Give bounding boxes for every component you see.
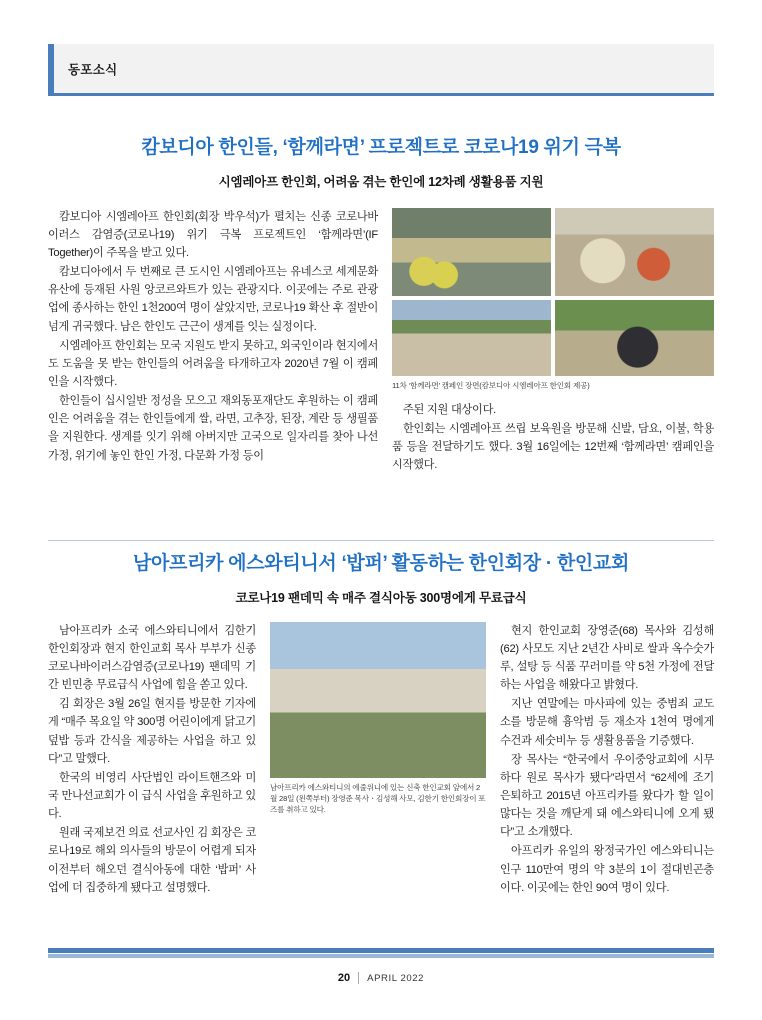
section-title: 동포소식 <box>68 62 118 77</box>
article-1-photo-block <box>392 208 714 476</box>
article-divider <box>48 540 714 541</box>
photo-grid <box>392 208 714 376</box>
paragraph: 한국의 비영리 사단법인 라이트핸즈와 미국 만나선교회가 이 급식 사업을 후원하고 있다. <box>48 771 256 821</box>
article-eswatini <box>48 552 714 898</box>
paragraph: 주된 지원 대상이다. <box>403 403 497 416</box>
article-2-column-3 <box>500 622 714 898</box>
paragraph: 장 목사는 “한국에서 우이중앙교회에 시무하다 원로 목사가 됐다”라면서 “62세에 조기 은퇴하고 2015년 아프리카를 왔다가 할 일이 많다는 것을 깨닫게 돼 에스와티니에 오게 됐다”고 소개했다. <box>500 753 714 839</box>
footer-rules <box>48 948 714 958</box>
article-1-photo-caption: 11차 ‘함께라면’ 캠페인 장면(캄보디아 시엠레아프 한인회 제공) <box>392 380 590 390</box>
article-1-column-2 <box>392 401 714 475</box>
photo-church-portrait <box>270 622 486 778</box>
paragraph: 김 회장은 3월 26일 현지를 방문한 기자에게 “매주 목요일 약 300명 어린이에게 닭고기덮밥 등과 간식을 제공하는 사업을 하고 있다”고 말했다. <box>48 698 256 765</box>
header-body <box>54 44 714 96</box>
paragraph: 원래 국제보건 의료 선교사인 김 회장은 코로나19로 해외 의사들의 방문이 어렵게 되자 이전부터 해오던 결식아동에 대한 ‘밥퍼’ 사업에 더 집중하게 됐다고 설명했다. <box>48 827 256 894</box>
article-1-headline: 캄보디아 한인들, ‘함께라면’ 프로젝트로 코로나19 위기 극복 <box>141 137 621 158</box>
paragraph: 현지 한인교회 장영준(68) 목사와 김성해(62) 사모도 지난 2년간 사비로 쌀과 옥수숫가루, 설탕 등 식품 꾸러미를 약 5천 가정에 전달하는 사업을 해왔다고 밝혔다. <box>500 624 714 692</box>
article-2-photo-caption: 남아프리카 에스와티니의 에줄위니에 있는 신축 한인교회 앞에서 2월 28일 (왼쪽부터) 장영준 목사ㆍ김성해 사모, 김한기 한인회장이 포즈를 취하고 있다. <box>270 782 486 814</box>
article-2-column-2 <box>270 622 486 898</box>
footer-rule-secondary <box>48 954 714 958</box>
footer-rule-primary <box>48 948 714 953</box>
paragraph: 지난 연말에는 마사파에 있는 중범죄 교도소를 방문해 흉악범 등 재소자 1천여 명에게 수건과 세숫비누 등 생활용품을 기증했다. <box>500 698 714 747</box>
article-1-subhead: 시엠레아프 한인회, 어려움 겪는 한인에 12차례 생활용품 지원 <box>218 174 544 189</box>
footer-meta <box>0 972 762 984</box>
issue-date: APRIL 2022 <box>367 972 425 984</box>
paragraph: 아프리카 유일의 왕정국가인 에스와티니는 인구 110만여 명의 약 3분의 1이 절대빈곤층이다. 이곳에는 한인 90여 명이 있다. <box>500 845 714 894</box>
photo-group-portrait <box>392 300 551 376</box>
article-2-column-1 <box>48 622 256 898</box>
footer-divider <box>358 972 359 984</box>
article-2-subhead: 코로나19 팬데믹 속 매주 결식아동 300명에게 무료급식 <box>235 590 527 605</box>
photo-motorbike-delivery <box>555 300 714 376</box>
paragraph: 남아프리카 소국 에스와티니에서 김한기 한인회장과 현지 한인교회 목사 부부가 신종코로나바이러스감염증(코로나19) 팬데믹 기간 빈민층 무료급식 사업에 힘을 쏟고 있다. <box>48 624 256 692</box>
article-1-column-1 <box>48 208 378 476</box>
paragraph: 한인들이 십시일반 정성을 모으고 재외동포재단도 후원하는 이 캠페인은 어려움을 겪는 한인들에게 쌀, 라면, 고추장, 된장, 계란 등 생필품을 지원한다. 생계를 잇기 위해 아버지만 고국으로 일자리를 찾아 나선 가정, 위기에 놓인 한인 가정, 다문화 가정 등이 <box>48 395 378 462</box>
photo-donation-group <box>392 208 551 296</box>
article-2-headline: 남아프리카 에스와티니서 ‘밥퍼’ 활동하는 한인회장 · 한인교회 <box>132 553 630 574</box>
paragraph: 한인회는 시엠레아프 쓰립 보육원을 방문해 신발, 담요, 이불, 학용품 등을 전달하기도 했다. 3월 16일에는 12번째 ‘함께라면’ 캠페인을 시작했다. <box>392 422 714 472</box>
page-number: 20 <box>337 972 351 984</box>
section-header <box>48 44 714 96</box>
photo-supply-boxes <box>555 208 714 296</box>
article-cambodia <box>48 136 714 475</box>
paragraph: 시엠레아프 한인회는 모국 지원도 받지 못하고, 외국인이라 현지에서도 도움을 못 받는 한인들의 어려움을 타개하고자 2020년 7월 이 캠페인을 시작했다. <box>48 339 378 389</box>
paragraph: 캄보디아에서 두 번째로 큰 도시인 시엠레아프는 유네스코 세계문화유산에 등재된 사원 앙코르와트가 있는 관광지다. 이곳에는 주로 관광업에 종사하는 한인 1천200여 명이 살았지만, 코로나19 확산 후 절반이 넘게 귀국했다. 남은 한인도 근근이 생계를 잇는 실정이다. <box>48 266 378 333</box>
paragraph: 캄보디아 시엠레아프 한인회(회장 박우석)가 펼치는 신종 코로나바이러스 감염증(코로나19) 위기 극복 프로젝트인 ‘함께라면’(IF Together)이 주목을 받고 있다. <box>48 210 378 260</box>
